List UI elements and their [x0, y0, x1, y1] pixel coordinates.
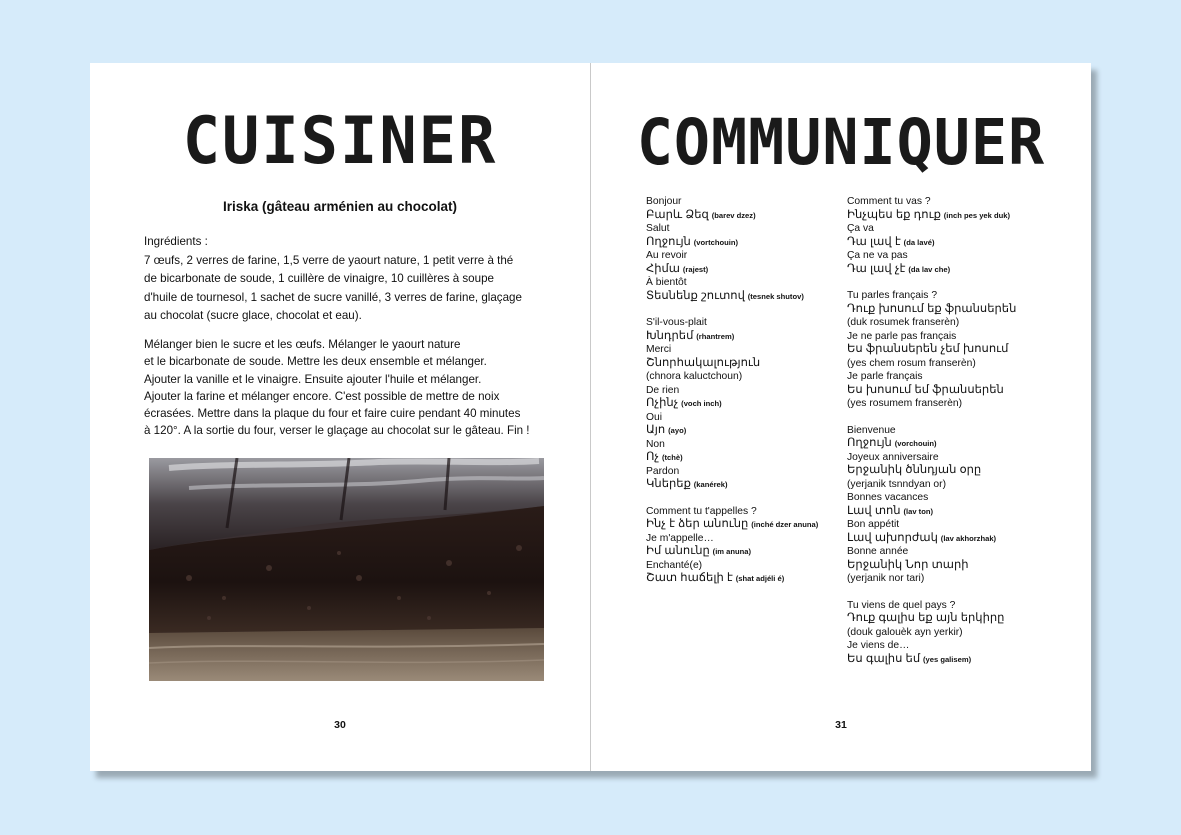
phrase-armenian-line	[646, 290, 846, 304]
phrase-transliteration: (lav ton)	[903, 506, 933, 516]
phrase-armenian-line	[847, 532, 1077, 546]
method-block	[144, 336, 549, 440]
phrase-armenian-line	[646, 572, 846, 586]
phrase-armenian-line	[646, 478, 846, 492]
phrase-transliteration: (tchè)	[661, 453, 683, 462]
phrase-armenian-line	[847, 612, 1077, 626]
spacer	[646, 492, 846, 505]
spacer	[847, 411, 1077, 424]
phrase-french: Enchanté(e)	[646, 559, 703, 571]
phrase-armenian-line	[847, 263, 1077, 277]
phrase-armenian-line	[646, 236, 846, 250]
phrase-armenian-line	[646, 397, 846, 411]
phrase-armenian-line	[646, 518, 846, 532]
phrase-transliteration: (duk rosumek franserèn)	[847, 317, 960, 328]
phrase-armenian-line	[646, 209, 846, 223]
phrase-armenian-line	[646, 357, 846, 371]
phrase-french: Je m'appelle…	[646, 532, 714, 544]
phrase-armenian-line	[847, 384, 1077, 398]
phrase-armenian: Հիմա	[646, 262, 681, 275]
phrase-transliteration: (shat adjéli é)	[735, 574, 785, 583]
phrase-armenian: Խնդրեմ	[646, 329, 694, 342]
phrase-french: Pardon	[646, 465, 680, 477]
phrase-french: Tu parles français ?	[847, 290, 938, 301]
phrase-transliteration: (yerjanik nor tari)	[847, 573, 925, 584]
phrase-armenian-line	[847, 437, 1077, 451]
phrase-armenian: Բարև Ձեզ	[646, 208, 709, 221]
phrase-armenian: Այո	[646, 424, 666, 436]
phrase-french: Ça va	[847, 223, 874, 234]
phrase-transliteration: (douk galouèk ayn yerkir)	[847, 626, 963, 638]
phrase-armenian: Դուք գալիս եք այն երկիրը	[847, 612, 1005, 624]
text-line: à 120°. A la sortie du four, verser le glaçage au chocolat sur le gâteau. Fin !	[144, 424, 530, 438]
phrase-transliteration: (yerjanik tsnndyan or)	[847, 478, 947, 490]
phrase-transliteration: (kanérek)	[693, 480, 728, 489]
spacer	[847, 276, 1077, 289]
phrase-french: Je parle français	[847, 371, 923, 382]
phrase-french: Ça ne va pas	[847, 250, 908, 261]
phrase-armenian: Ինչ է ձեր անունը	[646, 518, 749, 530]
phrase-column-1	[646, 195, 846, 586]
phrase-transliteration: (yes rosumem franserèn)	[847, 398, 963, 409]
phrase-transliteration: (yes galisem)	[923, 654, 972, 664]
phrase-armenian-line	[847, 209, 1077, 223]
text-line: Ingrédients :	[144, 235, 208, 248]
page-number: 30	[334, 719, 346, 731]
phrase-transliteration: (ayo)	[668, 426, 687, 435]
phrase-armenian: Ոչինչ	[646, 397, 679, 409]
text-line: écrasées. Mettre dans la plaque du four et faire cuire pendant 40 minutes	[144, 407, 521, 421]
phrase-transliteration: (rhantrem)	[696, 331, 735, 341]
phrase-armenian: Երջանիկ ծննդյան օրը	[847, 464, 982, 476]
phrase-armenian: Ես ֆրանսերեն չեմ խոսում	[847, 343, 1009, 355]
text-line: 7 œufs, 2 verres de farine, 1,5 verre de yaourt nature, 1 petit verre à thé	[144, 253, 514, 267]
recipe-title: Iriska (gâteau arménien au chocolat)	[222, 199, 458, 214]
phrase-armenian-line	[847, 343, 1077, 357]
spacer	[847, 586, 1077, 599]
book-spread	[90, 63, 1091, 771]
phrase-armenian: Շատ հաճելի է	[646, 572, 733, 584]
phrase-transliteration: (tesnek shutov)	[747, 291, 804, 301]
phrase-french: Oui	[646, 411, 663, 423]
phrase-armenian: Դա լավ չէ	[847, 262, 906, 275]
phrase-french: S'il-vous-plait	[646, 317, 707, 328]
text-line: au chocolat (sucre glace, chocolat et eau).	[144, 309, 362, 323]
phrase-armenian: Կներեք	[646, 478, 691, 490]
cake-photo	[149, 458, 544, 681]
phrase-column-2	[847, 195, 1077, 666]
phrase-armenian-line	[847, 559, 1077, 573]
phrase-armenian-line	[847, 303, 1077, 317]
phrase-french: Bon appétit	[847, 519, 900, 530]
phrase-armenian-line	[847, 464, 1077, 478]
left-page	[90, 63, 590, 771]
text-line: d'huile de tournesol, 1 sachet de sucre vanillé, 3 verres de farine, glaçage	[144, 290, 522, 304]
text-line: de bicarbonate de soude, 1 cuillère de vinaigre, 10 cuillères à soupe	[144, 272, 494, 286]
text-line: Mélanger bien le sucre et les œufs. Mélanger le yaourt nature	[144, 338, 461, 351]
phrase-french: Je ne parle pas français	[847, 330, 957, 342]
page-number: 31	[835, 719, 847, 731]
phrase-armenian: Լավ ախորժակ	[847, 531, 938, 544]
phrase-armenian: Ինչպես եք դուք	[847, 208, 941, 221]
phrase-armenian-line	[646, 263, 846, 277]
phrase-armenian: Ողջույն	[847, 437, 892, 449]
phrase-french: De rien	[646, 384, 680, 396]
phrase-armenian: Իմ անունը	[646, 545, 710, 557]
phrase-armenian: Շնորհակալություն	[646, 356, 761, 369]
phrase-transliteration: (voch inch)	[681, 399, 722, 408]
text-line: et le bicarbonate de soude. Mettre les deux ensemble et mélanger.	[144, 355, 487, 369]
phrase-transliteration: (inch pes yek duk)	[943, 210, 1011, 220]
phrase-transliteration: (chnora kaluctchoun)	[646, 371, 743, 382]
phrase-transliteration: (im anuna)	[712, 547, 752, 556]
spacer	[646, 303, 846, 316]
page-title: CUISINER	[182, 102, 498, 179]
phrase-transliteration: (da lavé)	[903, 237, 935, 247]
phrase-french: Je viens de…	[847, 640, 910, 651]
phrase-armenian: Ես գալիս եմ	[847, 652, 921, 665]
phrase-armenian: Դա լավ է	[847, 235, 901, 248]
ingredients-block	[144, 233, 549, 326]
phrase-transliteration: (inché dzer anuna)	[751, 520, 819, 529]
phrase-armenian-line	[646, 451, 846, 465]
phrase-transliteration: (da lav che)	[908, 264, 951, 274]
phrase-french: Non	[646, 438, 665, 450]
phrase-transliteration: (yes chem rosum franserèn)	[847, 357, 976, 369]
phrase-transliteration: (lav akhorzhak)	[940, 533, 997, 543]
phrase-transliteration: (barev dzez)	[711, 210, 756, 220]
phrase-armenian: Ողջույն	[646, 235, 691, 248]
phrase-french: Merci	[646, 344, 672, 355]
phrase-french: Bonjour	[646, 196, 682, 207]
phrase-armenian: Դուք խոսում եք ֆրանսերեն	[847, 302, 1017, 315]
phrase-french: Bonne année	[847, 546, 909, 557]
phrase-armenian-line	[646, 545, 846, 559]
page-title: COMMUNIQUER	[636, 106, 1046, 180]
phrase-transliteration: (vorchouin)	[894, 439, 937, 448]
phrase-armenian-line	[847, 236, 1077, 250]
phrase-armenian: Տեսնենք շուտով	[646, 289, 745, 302]
phrase-french: Bonnes vacances	[847, 492, 929, 503]
phrase-armenian-line	[847, 653, 1077, 667]
phrase-transliteration: (rajest)	[682, 264, 709, 274]
phrase-french: À bientôt	[646, 277, 687, 288]
phrase-armenian: Ես խոսում եմ ֆրանսերեն	[847, 383, 1004, 396]
phrase-french: Comment tu vas ?	[847, 196, 931, 207]
phrase-armenian: Լավ տոն	[847, 504, 901, 517]
phrase-armenian-line	[646, 424, 846, 438]
phrase-french: Joyeux anniversaire	[847, 451, 939, 463]
phrase-transliteration: (vortchouin)	[693, 237, 739, 247]
phrase-armenian-line	[847, 505, 1077, 519]
phrase-armenian: Երջանիկ Նոր տարի	[847, 558, 969, 571]
text-line: Ajouter la farine et mélanger encore. C'est possible de mettre de noix	[144, 389, 500, 403]
phrase-french: Tu viens de quel pays ?	[847, 599, 956, 611]
phrase-french: Salut	[646, 223, 670, 234]
text-line: Ajouter la vanille et le vinaigre. Ensuite ajouter l'huile et mélanger.	[144, 372, 482, 386]
phrase-french: Comment tu t'appelles ?	[646, 505, 757, 517]
phrase-french: Bienvenue	[847, 424, 896, 436]
phrase-armenian: Ոչ	[646, 451, 660, 463]
phrase-armenian-line	[646, 330, 846, 344]
right-page	[591, 63, 1091, 771]
phrase-french: Au revoir	[646, 250, 688, 261]
